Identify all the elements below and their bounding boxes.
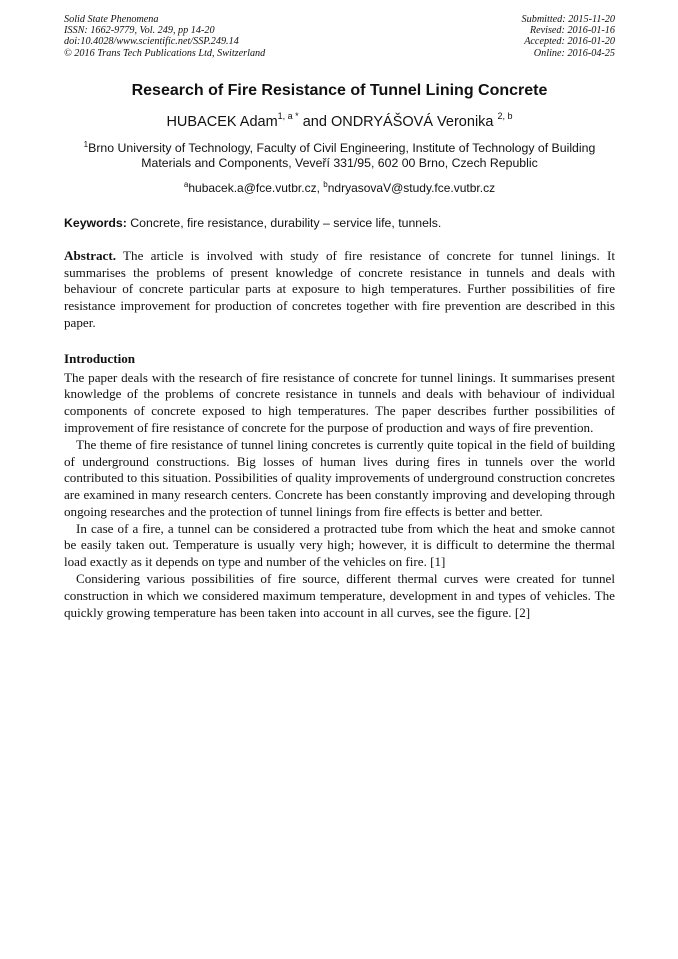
keywords-text: Concrete, fire resistance, durability – service life, tunnels. — [130, 215, 442, 230]
author-conjunction: and — [302, 113, 327, 130]
submission-dates — [522, 14, 615, 59]
email-b-mark: b — [323, 179, 328, 189]
affiliation-mark: 1 — [83, 139, 89, 149]
author-2-affiliation-mark: 2, b — [497, 110, 513, 121]
submitted-date: Submitted: 2015-11-20 — [521, 14, 615, 25]
paper-page — [64, 14, 615, 621]
affiliation-line-2: Materials and Components, Veveří 331/95, 602 00 Brno, Czech Republic — [141, 155, 538, 170]
journal-name: Solid State Phenomena — [64, 14, 159, 25]
email-a-mark: a — [183, 179, 189, 189]
author-emails — [64, 177, 615, 196]
email-b[interactable]: ndryasovaV@study.fce.vutbr.cz — [327, 180, 496, 195]
journal-header — [64, 14, 615, 59]
keywords — [64, 216, 615, 231]
introduction-body — [64, 370, 615, 622]
journal-info — [64, 14, 265, 59]
revised-date: Revised: 2016-01-16 — [529, 25, 615, 37]
online-date: Online: 2016-04-25 — [533, 47, 615, 59]
issn-line: ISSN: 1662-9779, Vol. 249, pp 14-20 — [64, 25, 215, 37]
paper-title: Research of Fire Resistance of Tunnel Lining Concrete — [131, 81, 548, 99]
keywords-label: Keywords: — [64, 215, 127, 230]
abstract-label: Abstract. — [64, 247, 116, 263]
intro-paragraph-1: The paper deals with the research of fire resistance of concrete for tunnel linings. It summarises present knowledge of the problems of concrete resistance in tunnels and deals with behaviour of individual components of concrete exposed to high temperatures. The paper describes further possibilities of improvement of fire resistance of concrete for the purpose of production and ways of fire prevention. — [64, 369, 615, 435]
intro-paragraph-4: Considering various possibilities of fire source, different thermal curves were created for tunnel construction in which we considered maximum temperature, development in and types of vehicles. The quickly growing temperature has been taken into account in all curves, see the figure. [2] — [64, 571, 615, 620]
abstract-text: The article is involved with study of fire resistance of concrete for tunnel linings. It summarises the problems of present knowledge of concrete resistance in tunnels and deals with behaviour of concrete particular parts at exposure to high temperatures. Further possibilities of fire resistance improvement for production of concretes together with fire prevention are described in this paper. — [64, 247, 615, 330]
abstract — [64, 248, 615, 332]
accepted-date: Accepted: 2016-01-20 — [524, 36, 615, 48]
author-1-affiliation-mark: 1, a * — [277, 110, 299, 121]
email-a[interactable]: hubacek.a@fce.vutbr.cz, — [188, 180, 320, 195]
copyright-line: © 2016 Trans Tech Publications Ltd, Switzerland — [64, 47, 266, 59]
intro-paragraph-2: The theme of fire resistance of tunnel lining concretes is currently quite topical in the field of building of underground constructions. Big losses of human lives during fires in tunnels over the world contributed to this situation. Possibilities of quality improvements of underground construction concretes are examined in many research centers. Concrete has been constantly improving and developing through ongoing researches and the protection of tunnel linings from fire effects is better and better. — [64, 436, 615, 519]
intro-paragraph-3: In case of a fire, a tunnel can be considered a protracted tube from which the heat and smoke cannot be easily taken out. Temperature is usually very high; however, it is difficult to determine the thermal load exactly as it depends on type and number of the vehicles on fire. [1] — [64, 520, 615, 570]
affiliation-line-1: Brno University of Technology, Faculty of Civil Engineering, Institute of Technology of Building — [88, 140, 596, 155]
introduction-heading: Introduction — [64, 350, 136, 366]
affiliation — [64, 137, 615, 171]
author-2: ONDRYÁŠOVÁ Veronika — [330, 113, 494, 130]
author-1: HUBACEK Adam — [166, 113, 278, 130]
author-line — [64, 108, 615, 131]
doi-line[interactable]: doi:10.4028/www.scientific.net/SSP.249.14 — [64, 36, 239, 48]
